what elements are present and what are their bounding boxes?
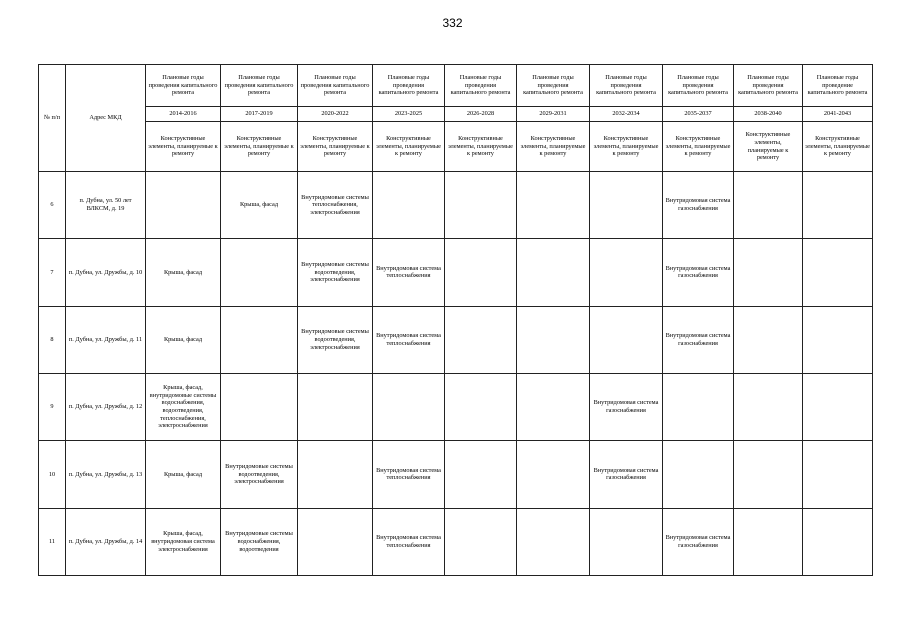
row-address: п. Дубна, ул. 50 лет ВЛКСМ, д. 19 [66, 172, 146, 239]
repair-cell [590, 172, 663, 239]
year-range: 2020-2022 [298, 107, 373, 122]
repair-cell: Внутридомовая система теплоснабжения [373, 441, 445, 508]
header-period: Плановые годы проведения капитального ремонта [517, 65, 590, 107]
repair-cell [734, 441, 803, 508]
repair-cell [803, 306, 873, 373]
repair-cell [221, 306, 298, 373]
row-address: п. Дубна, ул. Дружбы, д. 11 [66, 306, 146, 373]
header-elements: Конструктивные элементы, планируемые к ремонту [445, 122, 517, 172]
repair-cell: Крыша, фасад [221, 172, 298, 239]
repair-cell: Внутридомовая система газоснабжения [663, 306, 734, 373]
table-row [39, 508, 873, 575]
year-range: 2035-2037 [663, 107, 734, 122]
repair-cell: Крыша, фасад, внутридомовые системы водоснабжения, водоотведения, теплоснабжения, электроснабжения [146, 373, 221, 440]
repair-cell: Крыша, фасад [146, 239, 221, 306]
header-num: № п/п [39, 65, 66, 172]
capital-repair-table [38, 64, 873, 576]
repair-cell [663, 373, 734, 440]
year-range: 2026-2028 [445, 107, 517, 122]
table-row [39, 373, 873, 440]
header-elements-row [39, 122, 873, 172]
repair-cell [373, 172, 445, 239]
repair-cell [517, 306, 590, 373]
repair-cell [221, 239, 298, 306]
repair-cell [445, 239, 517, 306]
header-period: Плановые годы проведения капитального ремонта [734, 65, 803, 107]
repair-cell: Внутридомовая система газоснабжения [663, 508, 734, 575]
repair-cell [590, 239, 663, 306]
year-range: 2032-2034 [590, 107, 663, 122]
header-period: Плановые годы проведения капитального ремонта [298, 65, 373, 107]
header-address: Адрес МКД [66, 65, 146, 172]
header-elements: Конструктивные элементы, планируемые к ремонту [590, 122, 663, 172]
repair-cell [298, 441, 373, 508]
repair-cell: Внутридомовые системы теплоснабжения, электроснабжения [298, 172, 373, 239]
repair-cell: Внутридомовая система газоснабжения [590, 373, 663, 440]
page-number: 332 [442, 16, 463, 30]
repair-cell [803, 172, 873, 239]
repair-cell [373, 373, 445, 440]
repair-cell: Внутридомовая система теплоснабжения [373, 306, 445, 373]
header-period: Плановые годы проведения капитального ремонта [445, 65, 517, 107]
row-number: 9 [39, 373, 66, 440]
repair-cell: Внутридомовая система газоснабжения [663, 172, 734, 239]
repair-cell [734, 306, 803, 373]
header-elements: Конструктивные элементы, планируемые к ремонту [221, 122, 298, 172]
header-elements: Конструктивные элементы, планируемые к ремонту [373, 122, 445, 172]
header-period-row [39, 65, 873, 107]
year-range: 2038-2040 [734, 107, 803, 122]
year-range: 2017-2019 [221, 107, 298, 122]
repair-cell [517, 172, 590, 239]
repair-cell: Внутридомовая система теплоснабжения [373, 239, 445, 306]
repair-cell [445, 508, 517, 575]
row-address: п. Дубна, ул. Дружбы, д. 13 [66, 441, 146, 508]
year-range: 2014-2016 [146, 107, 221, 122]
row-number: 11 [39, 508, 66, 575]
header-period: Плановые годы проведения капитального ремонта [590, 65, 663, 107]
header-period: Плановые годы проведения капитального ремонта [373, 65, 445, 107]
repair-cell [590, 306, 663, 373]
repair-cell [734, 373, 803, 440]
header-elements: Конструктивные элементы, планируемые к ремонту [298, 122, 373, 172]
repair-cell [803, 239, 873, 306]
header-period: Плановые годы проведения капитального ремонта [146, 65, 221, 107]
repair-cell [734, 239, 803, 306]
table-row [39, 306, 873, 373]
repair-cell: Внутридомовая система теплоснабжения [373, 508, 445, 575]
table-body [39, 172, 873, 576]
repair-cell [517, 441, 590, 508]
repair-cell [298, 373, 373, 440]
row-address: п. Дубна, ул. Дружбы, д. 14 [66, 508, 146, 575]
repair-cell [445, 172, 517, 239]
header-elements: Конструктивные элементы, планируемые к ремонту [146, 122, 221, 172]
header-period: Плановые годы проведения капитального ремонта [221, 65, 298, 107]
repair-cell: Крыша, фасад [146, 441, 221, 508]
header-years-row [39, 107, 873, 122]
repair-cell: Внутридомовая система газоснабжения [590, 441, 663, 508]
table-row [39, 441, 873, 508]
row-address: п. Дубна, ул. Дружбы, д. 12 [66, 373, 146, 440]
table-row [39, 172, 873, 239]
repair-cell [517, 373, 590, 440]
repair-cell [445, 306, 517, 373]
year-range: 2029-2031 [517, 107, 590, 122]
repair-cell [517, 239, 590, 306]
repair-cell [803, 373, 873, 440]
header-period: Плановые годы проведения капитального ремонта [663, 65, 734, 107]
row-number: 10 [39, 441, 66, 508]
repair-cell: Внутридомовая система газоснабжения [663, 239, 734, 306]
table-row [39, 239, 873, 306]
header-period: Плановые годы проведение капитального ремонта [803, 65, 873, 107]
row-address: п. Дубна, ул. Дружбы, д. 10 [66, 239, 146, 306]
repair-cell [445, 373, 517, 440]
header-elements: Конструктивные элементы, планируемые к ремонту [517, 122, 590, 172]
row-number: 6 [39, 172, 66, 239]
header-elements: Конструктивные элементы, планируемые к ремонту [803, 122, 873, 172]
repair-cell: Внутридомовые системы водоотведения, электроснабжения [221, 441, 298, 508]
year-range: 2023-2025 [373, 107, 445, 122]
year-range: 2041-2043 [803, 107, 873, 122]
repair-cell [517, 508, 590, 575]
repair-cell: Внутридомовые системы водоотведения, электроснабжения [298, 239, 373, 306]
repair-cell [734, 508, 803, 575]
row-number: 7 [39, 239, 66, 306]
header-elements: Конструктивные элементы, планируемые к ремонту [734, 122, 803, 172]
repair-cell [298, 508, 373, 575]
repair-cell [663, 441, 734, 508]
repair-cell [221, 373, 298, 440]
row-number: 8 [39, 306, 66, 373]
repair-cell: Внутридомовые системы водоснабжения, водоотведения [221, 508, 298, 575]
repair-cell: Крыша, фасад, внутридомовая система электроснабжения [146, 508, 221, 575]
repair-cell [734, 172, 803, 239]
repair-cell [445, 441, 517, 508]
repair-cell: Внутридомовые системы водоотведения, электроснабжения [298, 306, 373, 373]
repair-cell [146, 172, 221, 239]
repair-cell: Крыша, фасад [146, 306, 221, 373]
header-elements: Конструктивные элементы, планируемые к ремонту [663, 122, 734, 172]
repair-cell [803, 508, 873, 575]
repair-cell [803, 441, 873, 508]
repair-cell [590, 508, 663, 575]
